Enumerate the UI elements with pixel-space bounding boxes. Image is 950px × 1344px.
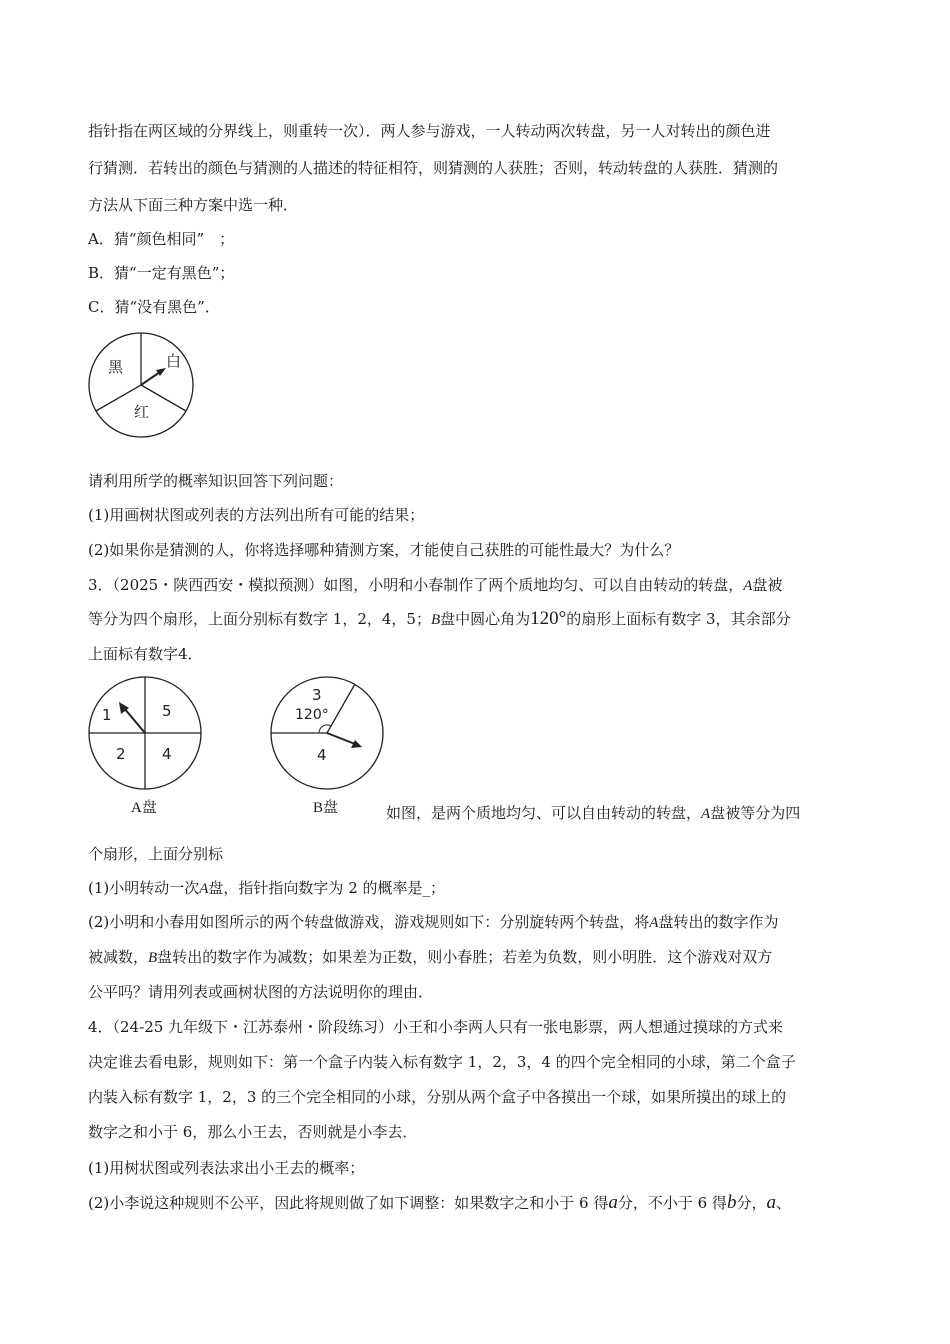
problem4-question-2: (2)小李说这种规则不公平，因此将规则做了如下调整：如果数字之和小于 6 得a分，不小于 6 得b分，a、: [88, 1192, 791, 1213]
problem4-question-1: (1)用树状图或列表法求出小王去的概率；: [88, 1159, 365, 1177]
problem2-line1: 指针指在两区域的分界线上，则重转一次）．两人参与游戏，一人转动两次转盘，另一人对转出的颜色进: [88, 122, 771, 140]
problem2-line2: 行猜测．若转出的颜色与猜测的人描述的特征相符，则猜测的人获胜；否则，转动转盘的人获胜．猜测的: [88, 159, 779, 177]
spinner-b-figure: [268, 674, 386, 792]
problem3-question-1: (1)小明转动一次A盘，指针指向数字为 2 的概率是_；: [88, 879, 446, 897]
problem3-side-text: 如图，是两个质地均匀、可以自由转动的转盘，A盘被等分为四: [386, 804, 801, 822]
problem3-question-2-line1: (2)小明和小春用如图所示的两个转盘做游戏，游戏规则如下：分别旋转两个转盘，将A盘转出的数字作为: [88, 913, 779, 931]
spinner-b-num-3: 3: [312, 686, 322, 704]
spinner-a-figure: [86, 674, 204, 792]
question-intro: 请利用所学的概率知识回答下列问题：: [88, 472, 344, 490]
question-2: (2)如果你是猜测的人，你将选择哪种猜测方案，才能使自己获胜的可能性最大？为什么？: [88, 541, 680, 559]
problem3-line1: 3．（2025・陕西西安・模拟预测）如图，小明和小春制作了两个质地均匀、可以自由转动的转盘，A盘被: [88, 576, 783, 594]
question-1: (1)用画树状图或列表的方法列出所有可能的结果；: [88, 506, 425, 524]
sector-black-label: 黑: [108, 358, 124, 376]
sector-red-label: 红: [134, 403, 150, 421]
color-spinner-figure: [86, 330, 196, 440]
problem4-line3: 内装入标有数字 1，2，3 的三个完全相同的小球，分别从两个盒子中各摸出一个球，如果所摸出的球上的: [88, 1088, 787, 1106]
spinner-b-angle: 120°: [295, 707, 329, 723]
spinner-pointer: [141, 372, 160, 385]
option-b: B．猜“一定有黑色”；: [88, 264, 235, 282]
spinner-b-label: B盘: [313, 800, 339, 816]
problem4-line1: 4．（24-25 九年级下・江苏泰州・阶段练习）小王和小李两人只有一张电影票，两人想通过摸球的方式来: [88, 1018, 784, 1036]
spinner-a-num-4: 4: [162, 745, 172, 763]
spinner-a-num-1: 1: [102, 706, 112, 724]
problem3-line2: 等分为四个扇形，上面分别标有数字 1，2，4，5；B盘中圆心角为120°的扇形上面标有数字 3，其余部分: [88, 608, 791, 629]
problem2-line3: 方法从下面三种方案中选一种．: [88, 196, 299, 214]
spinner-a-num-2: 2: [116, 745, 126, 763]
option-c: C．猜“没有黑色”．: [88, 298, 220, 316]
spinner-b-num-4: 4: [317, 746, 327, 764]
problem4-line4: 数字之和小于 6，那么小王去，否则就是小李去．: [88, 1123, 418, 1141]
problem3-line3: 上面标有数字4．: [88, 645, 203, 663]
problem4-line2: 决定谁去看电影，规则如下：第一个盒子内装入标有数字 1，2，3，4 的四个完全相同的小球，第二个盒子: [88, 1053, 796, 1071]
spinner-a-label: A盘: [131, 800, 157, 816]
option-a: A．猜“颜色相同” ；: [88, 230, 235, 248]
problem3-question-2-line2: 被减数，B盘转出的数字作为减数；如果差为正数，则小春胜；若差为负数，则小明胜．这个游戏对双方: [88, 948, 773, 966]
spinner-a-num-5: 5: [162, 702, 172, 720]
problem3-line4: 个扇形，上面分别标: [88, 845, 224, 863]
sector-white-label: 白: [166, 352, 182, 370]
problem3-question-2-line3: 公平吗？请用列表或画树状图的方法说明你的理由．: [88, 983, 434, 1001]
